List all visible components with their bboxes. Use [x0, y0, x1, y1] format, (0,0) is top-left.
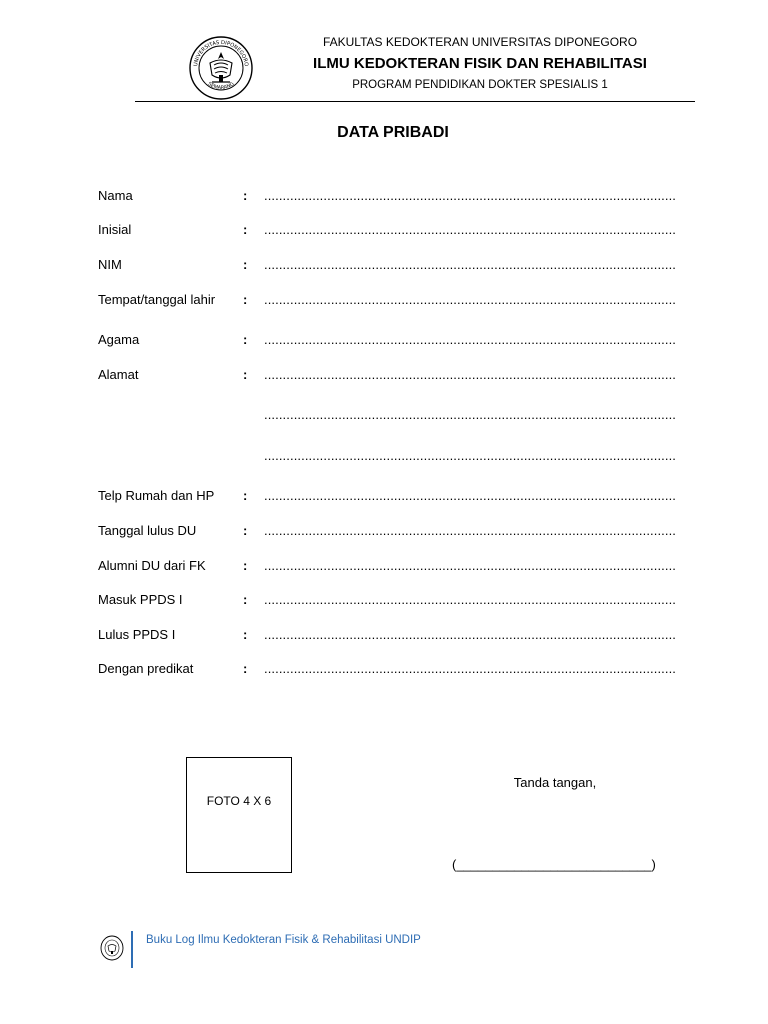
field-colon: : — [243, 523, 248, 538]
field-label-masuk-ppds: Masuk PPDS I — [98, 592, 183, 607]
field-line-telp[interactable]: ............................................................................................................... — [264, 488, 677, 503]
field-line-tempat-tanggal-lahir[interactable]: ............................................................................................................... — [264, 292, 677, 307]
page-title: DATA PRIBADI — [337, 124, 449, 141]
field-colon: : — [243, 332, 248, 347]
field-line-masuk-ppds[interactable]: ............................................................................................................... — [264, 592, 677, 607]
footer-text: Buku Log Ilmu Kedokteran Fisik & Rehabilitasi UNDIP — [146, 934, 421, 946]
signature-line[interactable]: (___________________________) — [452, 857, 656, 872]
signature-label: Tanda tangan, — [513, 775, 597, 790]
photo-box[interactable] — [186, 757, 292, 873]
field-line-alamat-3[interactable]: ............................................................................................................... — [264, 448, 677, 463]
field-line-agama[interactable]: ............................................................................................................... — [264, 332, 677, 347]
field-label-lulus-ppds: Lulus PPDS I — [98, 627, 176, 642]
field-colon: : — [243, 367, 248, 382]
field-label-nim: NIM — [98, 257, 122, 272]
field-line-nim[interactable]: ............................................................................................................... — [264, 257, 677, 272]
field-label-alamat: Alamat — [98, 367, 139, 382]
field-line-inisial[interactable]: ............................................................................................................... — [264, 222, 677, 237]
field-colon: : — [243, 257, 248, 272]
field-colon: : — [243, 661, 248, 676]
field-label-dengan-predikat: Dengan predikat — [98, 661, 194, 676]
field-label-agama: Agama — [98, 332, 140, 347]
department-name: ILMU KEDOKTERAN FISIK DAN REHABILITASI — [313, 55, 647, 72]
faculty-name: FAKULTAS KEDOKTERAN UNIVERSITAS DIPONEGORO — [322, 35, 638, 49]
field-colon: : — [243, 592, 248, 607]
field-colon: : — [243, 627, 248, 642]
field-line-dengan-predikat[interactable]: ............................................................................................................... — [264, 661, 677, 676]
field-colon: : — [243, 292, 248, 307]
field-label-tanggal-lulus-du: Tanggal lulus DU — [98, 523, 197, 538]
field-colon: : — [243, 558, 248, 573]
logo-bottom-text: SEMARANG — [206, 81, 236, 92]
field-line-nama[interactable]: ............................................................................................................... — [264, 188, 677, 203]
field-line-alumni-du[interactable]: ............................................................................................................... — [264, 558, 677, 573]
logo-top-text: UNIVERSITAS DIPONEGORO — [193, 39, 249, 67]
photo-label: FOTO 4 X 6 — [206, 794, 272, 808]
field-colon: : — [243, 188, 248, 203]
field-label-nama: Nama — [98, 188, 133, 203]
field-colon: : — [243, 488, 248, 503]
field-label-alumni-du: Alumni DU dari FK — [98, 558, 206, 573]
header-divider — [135, 101, 695, 102]
field-label-inisial: Inisial — [98, 222, 132, 237]
field-line-lulus-ppds[interactable]: ............................................................................................................... — [264, 627, 677, 642]
field-line-alamat-1[interactable]: ............................................................................................................... — [264, 367, 677, 382]
program-name: PROGRAM PENDIDIKAN DOKTER SPESIALIS 1 — [352, 79, 608, 91]
field-colon: : — [243, 222, 248, 237]
footer-divider — [131, 931, 133, 968]
footer-logo — [100, 935, 124, 961]
field-line-tanggal-lulus-du[interactable]: ............................................................................................................... — [264, 523, 677, 538]
field-label-tempat-tanggal-lahir: Tempat/tanggal lahir — [98, 292, 216, 307]
field-label-telp: Telp Rumah dan HP — [98, 488, 215, 503]
university-logo — [188, 35, 254, 101]
field-line-alamat-2[interactable]: ............................................................................................................... — [264, 407, 677, 422]
